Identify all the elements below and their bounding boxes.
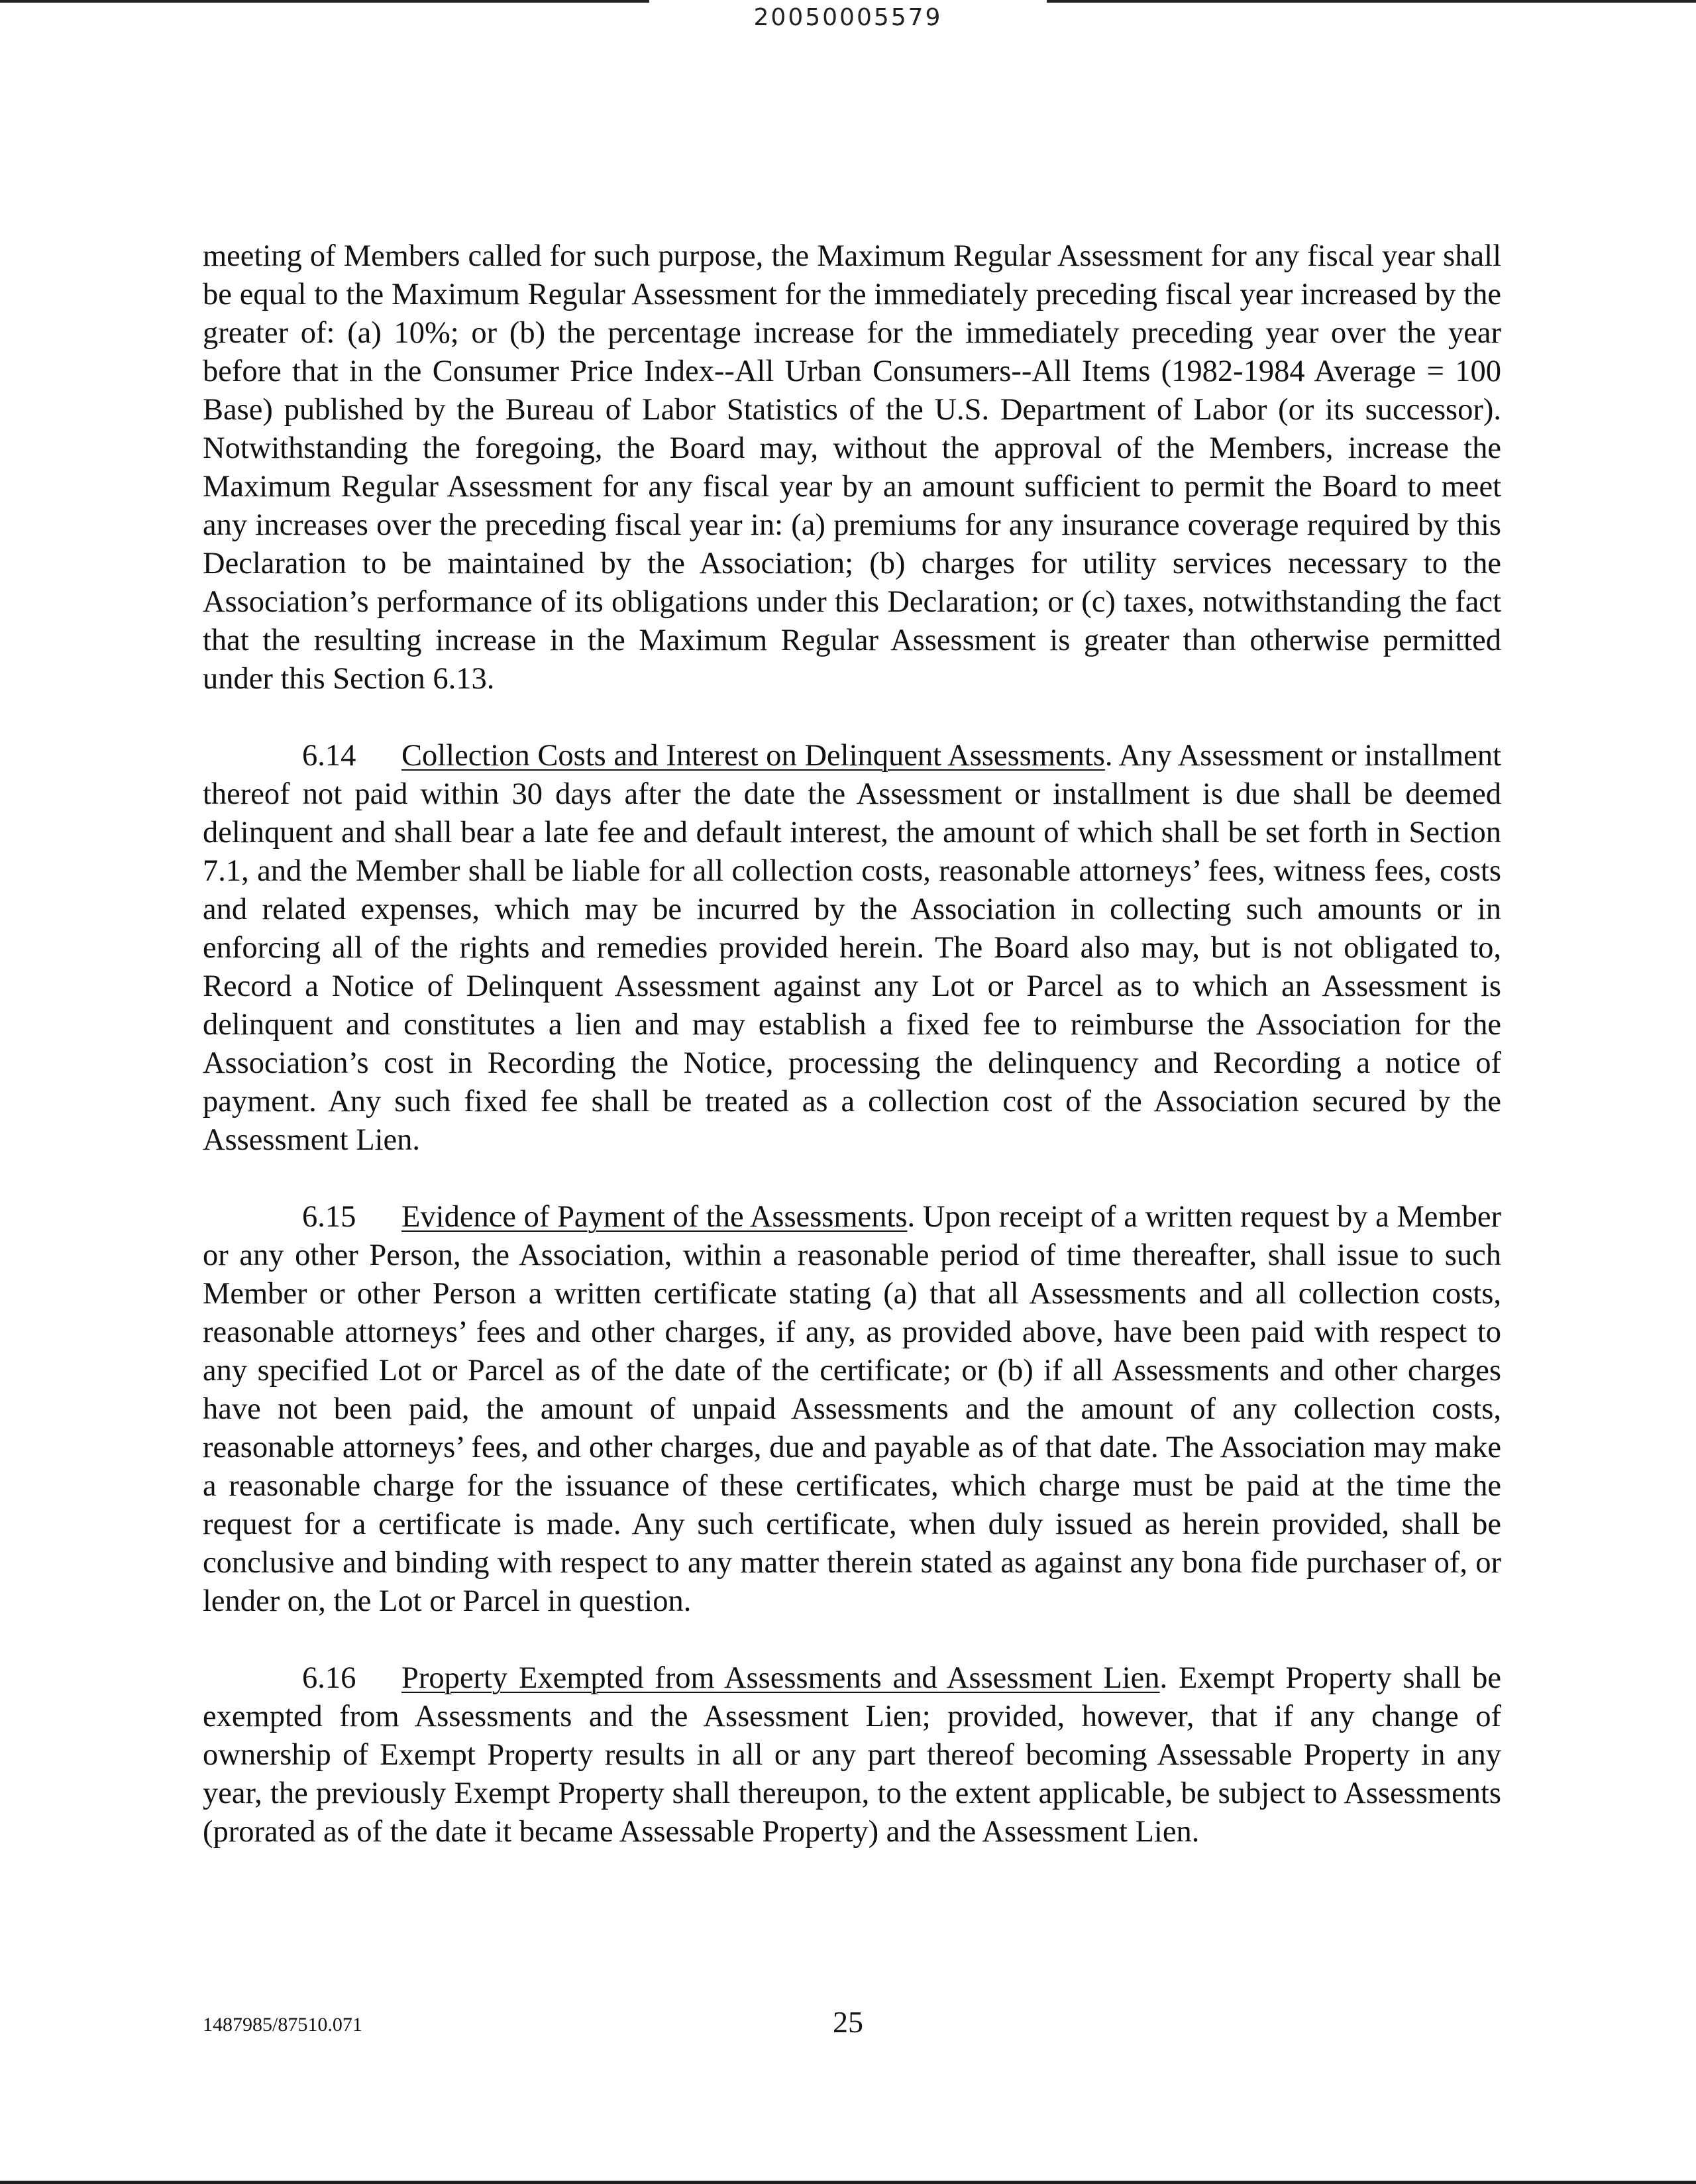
section-title: Evidence of Payment of the Assessments bbox=[401, 1200, 908, 1234]
section-title: Property Exempted from Assessments and Assessment Lien bbox=[401, 1661, 1160, 1695]
section-number: 6.15 bbox=[302, 1200, 356, 1234]
bottom-border bbox=[0, 2181, 1696, 2184]
document-number: 20050005579 bbox=[753, 4, 943, 31]
footer-file-code: 1487985/87510.071 bbox=[203, 2014, 362, 2036]
section-6-14 bbox=[203, 737, 1501, 1160]
section-number: 6.14 bbox=[302, 739, 356, 773]
section-text: . Exempt Property shall be exempted from Assessments and the Assessment Lien; provided, however, that if any change of ownership of Exempt Property results in all or any part thereof becoming Assessable Property in any year, the previously Exempt Property shall thereupon, to the extent applicable, be subject to Assessments (prorated as of the date it became Assessable Property) and the Assessment Lien. bbox=[203, 1661, 1501, 1849]
section-6-15 bbox=[203, 1198, 1501, 1621]
section-number: 6.16 bbox=[302, 1661, 356, 1695]
section-6-16 bbox=[203, 1659, 1501, 1851]
section-text: . Upon receipt of a written request by a Member or any other Person, the Association, within a reasonable period of time thereafter, shall issue to such Member or other Person a written certificate stating (a) that all Assessments and all collection costs, reasonable attorneys’ fees and other charges, if any, as provided above, have been paid with respect to any specified Lot or Parcel as of the date of the certificate; or (b) if all Assessments and other charges have not been paid, the amount of unpaid Assessments and the amount of any collection costs, reasonable attorneys’ fees, and other charges, due and payable as of that date. The Association may make a reasonable charge for the issuance of these certificates, which charge must be paid at the time the request for a certificate is made. Any such certificate, when duly issued as herein provided, shall be conclusive and binding with respect to any matter therein stated as against any bona fide purchaser of, or lender on, the Lot or Parcel in question. bbox=[203, 1200, 1501, 1618]
section-text: . Any Assessment or installment thereof not paid within 30 days after the date the Assessment or installment is due shall be deemed delinquent and shall bear a late fee and default interest, the amount of which shall be set forth in Section 7.1, and the Member shall be liable for all collection costs, reasonable attorneys’ fees, witness fees, costs and related expenses, which may be incurred by the Association in collecting such amounts or in enforcing all of the rights and remedies provided herein. The Board also may, but is not obligated to, Record a Notice of Delinquent Assessment against any Lot or Parcel as to which an Assessment is delinquent and constitutes a lien and may establish a fixed fee to reimburse the Association for the Association’s cost in Recording the Notice, processing the delinquency and Recording a notice of payment. Any such fixed fee shall be treated as a collection cost of the Association secured by the Assessment Lien. bbox=[203, 739, 1501, 1157]
section-title: Collection Costs and Interest on Delinquent Assessments bbox=[401, 739, 1105, 773]
document-body bbox=[203, 237, 1501, 1890]
page-number: 25 bbox=[833, 2005, 863, 2039]
continuation-paragraph: meeting of Members called for such purpose, the Maximum Regular Assessment for any fiscal year shall be equal to the Maximum Regular Assessment for the immediately preceding fiscal year increased by the greater of: (a) 10%; or (b) the percentage increase for the immediately preceding year over the year before that in the Consumer Price Index--All Urban Consumers--All Items (1982-1984 Average = 100 Base) published by the Bureau of Labor Statistics of the U.S. Department of Labor (or its successor). Notwithstanding the foregoing, the Board may, without the approval of the Members, increase the Maximum Regular Assessment for any fiscal year by an amount sufficient to permit the Board to meet any increases over the preceding fiscal year in: (a) premiums for any insurance coverage required by this Declaration to be maintained by the Association; (b) charges for utility services necessary to the Association’s performance of its obligations under this Declaration; or (c) taxes, notwithstanding the fact that the resulting increase in the Maximum Regular Assessment is greater than otherwise permitted under this Section 6.13. bbox=[203, 239, 1501, 696]
